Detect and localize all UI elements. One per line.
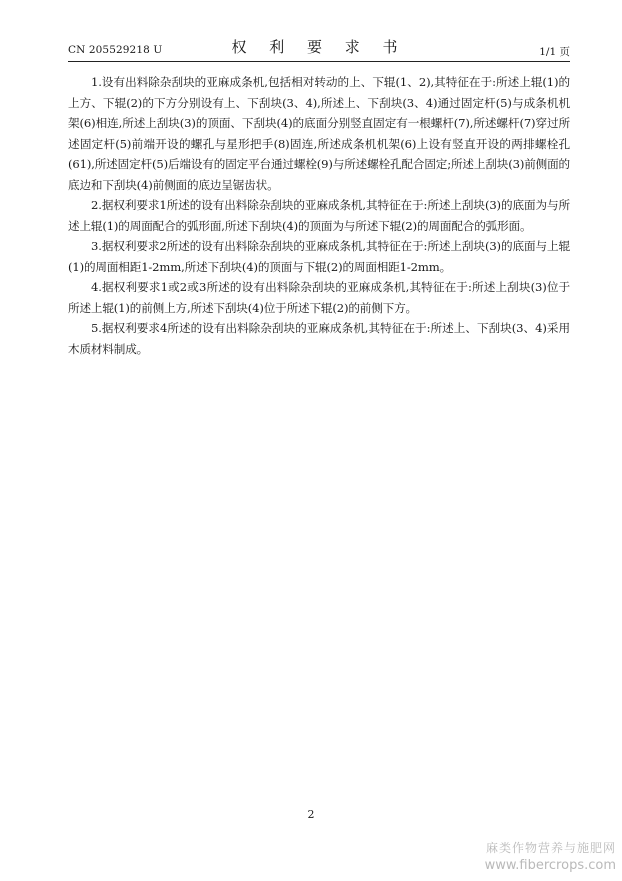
watermark-cn-text: 麻类作物营养与施肥网: [485, 841, 616, 855]
page-header: [68, 34, 570, 60]
claim-2: 2.据权利要求1所述的设有出料除杂刮块的亚麻成条机,其特征在于:所述上刮块(3)的底面为与所述上辊(1)的周面配合的弧形面,所述下刮块(4)的顶面为与所述下辊(2)的周面配合的弧形面。: [68, 198, 570, 233]
patent-number: CN 205529218 U: [68, 44, 163, 56]
document-title: 权 利 要 求 书: [231, 38, 407, 56]
page-indicator: 1/1 页: [539, 46, 570, 58]
watermark-url: www.fibercrops.com: [484, 858, 616, 873]
claims-section: [68, 72, 570, 359]
claim-5: 5.据权利要求4所述的设有出料除杂刮块的亚麻成条机,其特征在于:所述上、下刮块(3、4)采用木质材料制成。: [68, 321, 570, 356]
claim-3: 3.据权利要求2所述的设有出料除杂刮块的亚麻成条机,其特征在于:所述上刮块(3)的底面与上辊(1)的周面相距1-2mm,所述下刮块(4)的顶面与下辊(2)的周面相距1-2mm。: [68, 239, 570, 274]
claim-1: 1.设有出料除杂刮块的亚麻成条机,包括相对转动的上、下辊(1、2),其特征在于:所述上辊(1)的上方、下辊(2)的下方分别设有上、下刮块(3、4),所述上、下刮块(3、4)通过固定杆(5)与成条机机架(6)相连,所述上刮块(3)的顶面、下刮块(4)的底面分别竖直固定有一根螺杆(7),所述螺杆(7)穿过所述固定杆(5)前端开设的螺孔与星形把手(8)固连,所述成条机机架(6)上设有竖直开设的两排螺栓孔(61),所述固定杆(5)后端设有的固定平台通过螺栓(9)与所述螺栓孔配合固定;所述上刮块(3)前侧面的底边和下刮块(4)前侧面的底边呈锯齿状。: [68, 75, 570, 192]
page-number: 2: [307, 808, 315, 821]
site-watermark: [485, 839, 616, 873]
claim-4: 4.据权利要求1或2或3所述的设有出料除杂刮块的亚麻成条机,其特征在于:所述上刮块(3)位于所述上辊(1)的前侧上方,所述下刮块(4)位于所述下辊(2)的前侧下方。: [68, 280, 570, 315]
header-divider: [68, 61, 570, 62]
